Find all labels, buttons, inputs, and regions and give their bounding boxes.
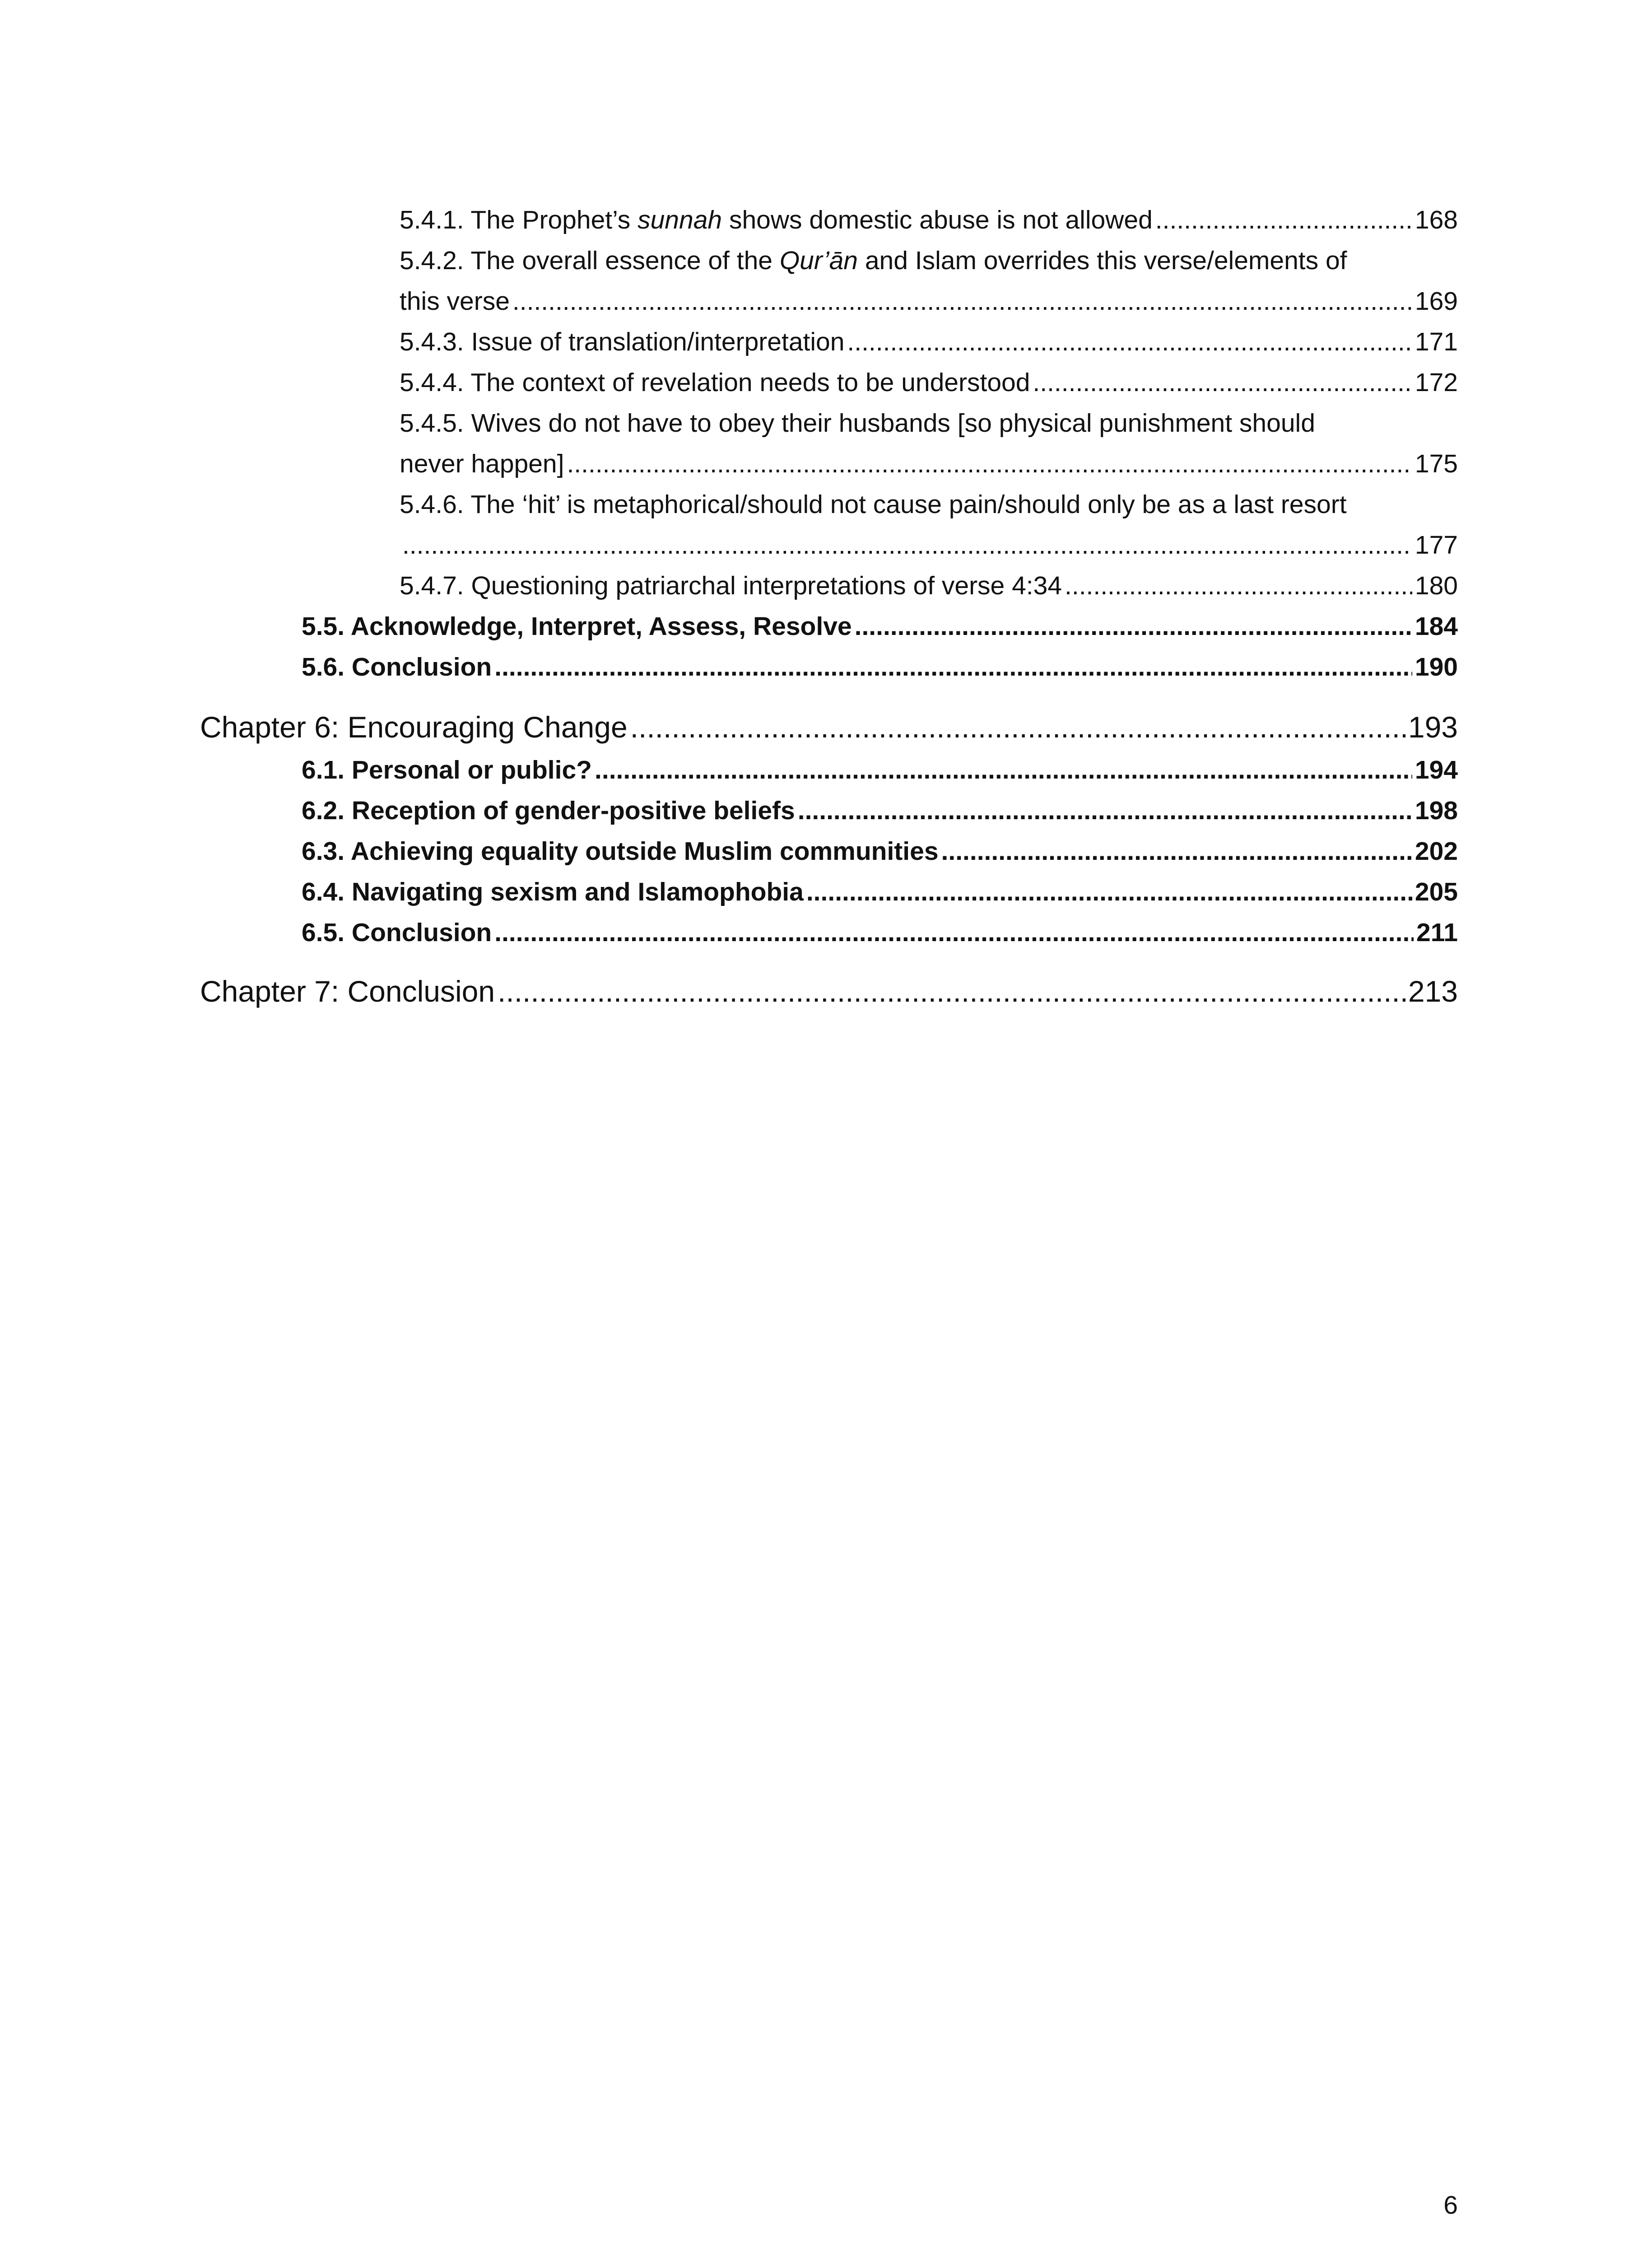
leader-dots: [1065, 565, 1412, 606]
toc-entry-6-3[interactable]: [302, 831, 1458, 872]
toc-entry-5-4-5-line1[interactable]: 5.4.5. Wives do not have to obey their husbands [so physical punishment should: [400, 409, 1315, 438]
toc-page-number: 171: [1415, 327, 1458, 356]
toc-entry-6-2[interactable]: [302, 790, 1458, 831]
leader-dots: [1033, 362, 1412, 403]
leader-dots: [806, 872, 1412, 912]
leader-dots: [855, 606, 1412, 647]
toc-entry-5-4-4[interactable]: [400, 362, 1458, 403]
toc-page-number: 177: [1415, 531, 1458, 560]
toc-page-number: 172: [1415, 368, 1458, 397]
toc-entry-5-4-6-line1[interactable]: 5.4.6. The ‘hit’ is metaphorical/should not cause pain/should only be as a last resort: [400, 490, 1347, 519]
toc-entry-5-4-2[interactable]: [400, 281, 1458, 322]
leader-dots: [1155, 200, 1412, 240]
toc-page-number: 202: [1415, 837, 1458, 866]
leader-dots: [402, 525, 1412, 565]
toc-entry-title: 5.6. Conclusion: [302, 653, 492, 681]
toc-entry-title: 6.4. Navigating sexism and Islamophobia: [302, 877, 804, 906]
toc-entry-title: this verse: [400, 287, 510, 316]
page-number: 6: [1443, 2191, 1458, 2220]
toc-page-number: 193: [1408, 710, 1458, 744]
toc-page-number: 213: [1408, 975, 1458, 1008]
toc-entry-title: never happen]: [400, 449, 564, 478]
leader-dots: [847, 322, 1412, 362]
toc-entry-5-4-3[interactable]: [400, 322, 1458, 362]
toc-page-number: 184: [1415, 612, 1458, 641]
toc-entry-title: 6.5. Conclusion: [302, 918, 492, 947]
toc-entry-5-4-1[interactable]: [400, 200, 1458, 240]
toc-entry-title: 5.4.3. Issue of translation/interpretation: [400, 327, 845, 356]
toc-entry-title: 5.4.1. The Prophet’s sunnah shows domestic abuse is not allowed: [400, 205, 1153, 234]
leader-dots: [494, 647, 1412, 687]
toc-entry-5-5[interactable]: [302, 606, 1458, 647]
leader-dots: [567, 443, 1412, 484]
toc-page-number: 190: [1415, 653, 1458, 681]
toc-page-number: 175: [1415, 449, 1458, 478]
toc-entry-title: 5.4.7. Questioning patriarchal interpretations of verse 4:34: [400, 571, 1062, 600]
toc-entry-5-4-2-line1[interactable]: 5.4.2. The overall essence of the Qur’ān and Islam overrides this verse/elements of: [400, 246, 1347, 275]
toc-chapter-title: Chapter 7: Conclusion: [200, 975, 495, 1008]
toc-entry-5-4-6[interactable]: [400, 525, 1458, 565]
leader-dots: [494, 912, 1414, 953]
toc-entry-6-5[interactable]: [302, 912, 1458, 953]
toc-entry-title: 6.3. Achieving equality outside Muslim communities: [302, 837, 939, 866]
leader-dots: [630, 704, 1405, 750]
leader-dots: [498, 969, 1405, 1014]
toc-entry-chapter-6[interactable]: [200, 704, 1458, 750]
toc-entry-6-1[interactable]: [302, 750, 1458, 790]
toc-entry-title: 5.5. Acknowledge, Interpret, Assess, Resolve: [302, 612, 852, 641]
toc-entry-6-4[interactable]: [302, 872, 1458, 912]
toc-entry-title: 6.2. Reception of gender-positive beliefs: [302, 796, 795, 825]
toc-entry-title: 5.4.4. The context of revelation needs to be understood: [400, 368, 1030, 397]
toc-entry-chapter-7[interactable]: [200, 969, 1458, 1014]
toc-page-number: 198: [1415, 796, 1458, 825]
leader-dots: [941, 831, 1412, 872]
toc-chapter-title: Chapter 6: Encouraging Change: [200, 710, 628, 744]
toc-page-number: 168: [1415, 205, 1458, 234]
toc-page-number: 194: [1415, 756, 1458, 784]
leader-dots: [798, 790, 1412, 831]
toc-entry-5-6[interactable]: [302, 647, 1458, 687]
leader-dots: [512, 281, 1412, 322]
toc-entry-5-4-5[interactable]: [400, 443, 1458, 484]
toc-page-number: 211: [1416, 918, 1458, 947]
toc-page-number: 205: [1415, 877, 1458, 906]
toc-page-number: 169: [1415, 287, 1458, 316]
toc-page-number: 180: [1415, 571, 1458, 600]
leader-dots: [595, 750, 1412, 790]
toc-entry-5-4-7[interactable]: [400, 565, 1458, 606]
toc-entry-title: 6.1. Personal or public?: [302, 756, 592, 784]
